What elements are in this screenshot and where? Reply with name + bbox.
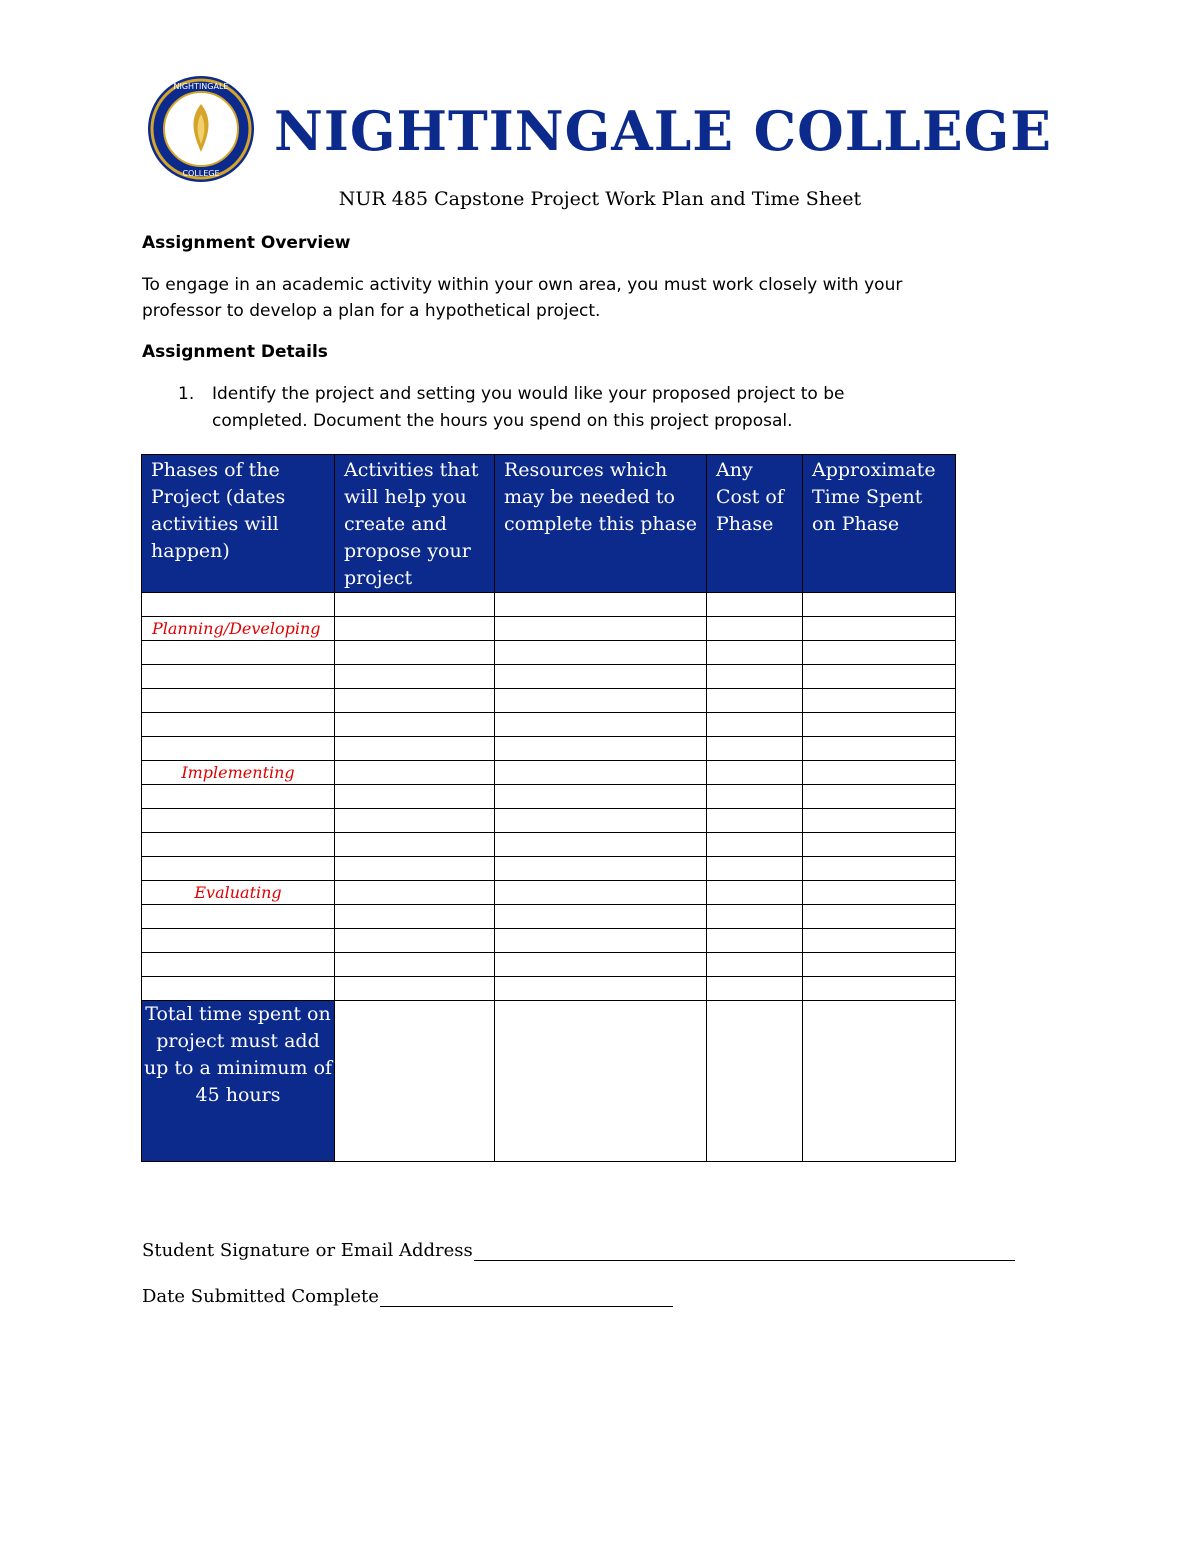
date-submitted-line: [142, 1286, 673, 1307]
table-row: [142, 713, 956, 737]
college-seal-icon: [148, 76, 254, 182]
list-item: [212, 381, 1012, 435]
table-cell[interactable]: [335, 833, 495, 857]
table-cell[interactable]: [495, 665, 707, 689]
student-signature-line: [142, 1240, 1015, 1261]
college-logo: [146, 74, 1056, 184]
table-row: [142, 785, 956, 809]
table-cell[interactable]: [803, 737, 956, 761]
table-row: [142, 665, 956, 689]
table-cell[interactable]: [707, 977, 803, 1001]
table-cell[interactable]: [707, 809, 803, 833]
table-cell[interactable]: [335, 857, 495, 881]
table-cell[interactable]: [142, 737, 335, 761]
table-cell[interactable]: [803, 809, 956, 833]
table-cell[interactable]: [495, 641, 707, 665]
table-cell[interactable]: [495, 689, 707, 713]
table-cell[interactable]: [803, 929, 956, 953]
svg-text:NIGHTINGALE: NIGHTINGALE: [173, 82, 229, 91]
table-cell[interactable]: [803, 953, 956, 977]
table-cell[interactable]: [495, 785, 707, 809]
table-cell[interactable]: [803, 761, 956, 785]
table-cell[interactable]: [335, 665, 495, 689]
table-cell[interactable]: [707, 785, 803, 809]
table-cell[interactable]: [142, 833, 335, 857]
table-cell[interactable]: [142, 809, 335, 833]
table-row: [142, 809, 956, 833]
table-cell[interactable]: [707, 617, 803, 641]
table-row: [142, 905, 956, 929]
table-cell[interactable]: [142, 905, 335, 929]
phase-planning-label: Planning/Developing: [142, 617, 335, 641]
table-cell[interactable]: [707, 833, 803, 857]
total-row: [142, 1001, 956, 1162]
table-cell[interactable]: [335, 809, 495, 833]
table-cell[interactable]: [495, 713, 707, 737]
table-cell[interactable]: [495, 857, 707, 881]
document-title: NUR 485 Capstone Project Work Plan and Time Sheet: [338, 188, 862, 210]
table-cell[interactable]: [335, 737, 495, 761]
table-cell[interactable]: [495, 977, 707, 1001]
total-time-label: Total time spent on project must add up to a minimum of 45 hours: [142, 1001, 335, 1162]
table-cell[interactable]: [495, 809, 707, 833]
date-submitted-field[interactable]: [380, 1288, 673, 1307]
table-cell[interactable]: [495, 953, 707, 977]
table-row: [142, 593, 956, 617]
table-cell[interactable]: [335, 689, 495, 713]
table-cell[interactable]: [335, 761, 495, 785]
table-cell[interactable]: [335, 905, 495, 929]
table-cell[interactable]: [495, 881, 707, 905]
table-cell[interactable]: [495, 929, 707, 953]
date-submitted-label: Date Submitted Complete: [142, 1286, 379, 1307]
table-row: [142, 857, 956, 881]
table-cell[interactable]: [142, 641, 335, 665]
table-row: [142, 929, 956, 953]
table-cell[interactable]: [495, 833, 707, 857]
table-cell[interactable]: [142, 857, 335, 881]
overview-heading: Assignment Overview: [142, 233, 351, 253]
table-header-row: [142, 455, 956, 593]
table-cell[interactable]: [803, 881, 956, 905]
phase-implementing-label: Implementing: [142, 761, 335, 785]
table-cell[interactable]: [803, 617, 956, 641]
header-resources: Resources which may be needed to complete this phase: [495, 455, 707, 593]
list-item-line-2: completed. Document the hours you spend on this project proposal.: [212, 411, 793, 431]
table-cell[interactable]: [707, 905, 803, 929]
college-name: NIGHTINGALE COLLEGE: [274, 99, 1052, 163]
table-cell[interactable]: [335, 593, 495, 617]
table-cell[interactable]: [495, 761, 707, 785]
details-heading: Assignment Details: [142, 342, 328, 362]
table-cell[interactable]: [803, 905, 956, 929]
overview-line-1: To engage in an academic activity within your own area, you must work closely with your: [142, 275, 903, 295]
table-cell[interactable]: [142, 665, 335, 689]
total-cost-cell[interactable]: [707, 1001, 803, 1162]
phase-evaluating-label: Evaluating: [142, 881, 335, 905]
table-cell[interactable]: [335, 953, 495, 977]
table-row: [142, 689, 956, 713]
table-cell[interactable]: [335, 785, 495, 809]
header-activities: Activities that will help you create and propose your project: [335, 455, 495, 593]
table-cell[interactable]: [707, 953, 803, 977]
table-cell[interactable]: [803, 641, 956, 665]
table-cell[interactable]: [803, 593, 956, 617]
student-signature-label: Student Signature or Email Address: [142, 1240, 473, 1261]
table-cell[interactable]: [495, 905, 707, 929]
table-cell[interactable]: [495, 617, 707, 641]
table-row: [142, 617, 956, 641]
table-cell[interactable]: [707, 593, 803, 617]
table-cell[interactable]: [142, 689, 335, 713]
list-item-number: 1.: [178, 384, 195, 404]
table-cell[interactable]: [707, 689, 803, 713]
table-cell[interactable]: [803, 833, 956, 857]
table-cell[interactable]: [803, 977, 956, 1001]
table-cell[interactable]: [142, 593, 335, 617]
table-cell[interactable]: [803, 689, 956, 713]
overview-line-2: professor to develop a plan for a hypothetical project.: [142, 301, 601, 321]
table-cell[interactable]: [707, 857, 803, 881]
table-cell[interactable]: [707, 641, 803, 665]
table-row: [142, 737, 956, 761]
total-time-cell[interactable]: [803, 1001, 956, 1162]
table-cell[interactable]: [335, 713, 495, 737]
table-cell[interactable]: [142, 713, 335, 737]
header-phases: Phases of the Project (dates activities will happen): [142, 455, 335, 593]
table-cell[interactable]: [707, 737, 803, 761]
table-cell[interactable]: [803, 785, 956, 809]
student-signature-field[interactable]: [474, 1242, 1015, 1261]
table-cell[interactable]: [707, 713, 803, 737]
work-plan-table: [141, 454, 956, 1162]
table-cell[interactable]: [335, 929, 495, 953]
total-resources-cell[interactable]: [495, 1001, 707, 1162]
table-row: [142, 953, 956, 977]
table-cell[interactable]: [335, 977, 495, 1001]
overview-text: [142, 272, 1042, 324]
header-time-spent: Approximate Time Spent on Phase: [803, 455, 956, 593]
table-row: [142, 641, 956, 665]
table-row: [142, 833, 956, 857]
table-cell[interactable]: [707, 881, 803, 905]
table-row: [142, 881, 956, 905]
table-cell[interactable]: [707, 761, 803, 785]
table-cell[interactable]: [142, 953, 335, 977]
header-cost: Any Cost of Phase: [707, 455, 803, 593]
table-cell[interactable]: [142, 977, 335, 1001]
table-cell[interactable]: [707, 929, 803, 953]
list-item-line-1: Identify the project and setting you would like your proposed project to be: [212, 384, 845, 404]
table-cell[interactable]: [495, 593, 707, 617]
table-cell[interactable]: [707, 665, 803, 689]
table-cell[interactable]: [335, 617, 495, 641]
table-cell[interactable]: [335, 881, 495, 905]
table-row: [142, 761, 956, 785]
table-cell[interactable]: [495, 737, 707, 761]
svg-text:COLLEGE: COLLEGE: [182, 169, 220, 178]
table-cell[interactable]: [335, 641, 495, 665]
table-cell[interactable]: [803, 857, 956, 881]
table-cell[interactable]: [803, 665, 956, 689]
table-cell[interactable]: [803, 713, 956, 737]
table-cell[interactable]: [142, 929, 335, 953]
table-cell[interactable]: [142, 785, 335, 809]
total-activities-cell[interactable]: [335, 1001, 495, 1162]
table-row: [142, 977, 956, 1001]
